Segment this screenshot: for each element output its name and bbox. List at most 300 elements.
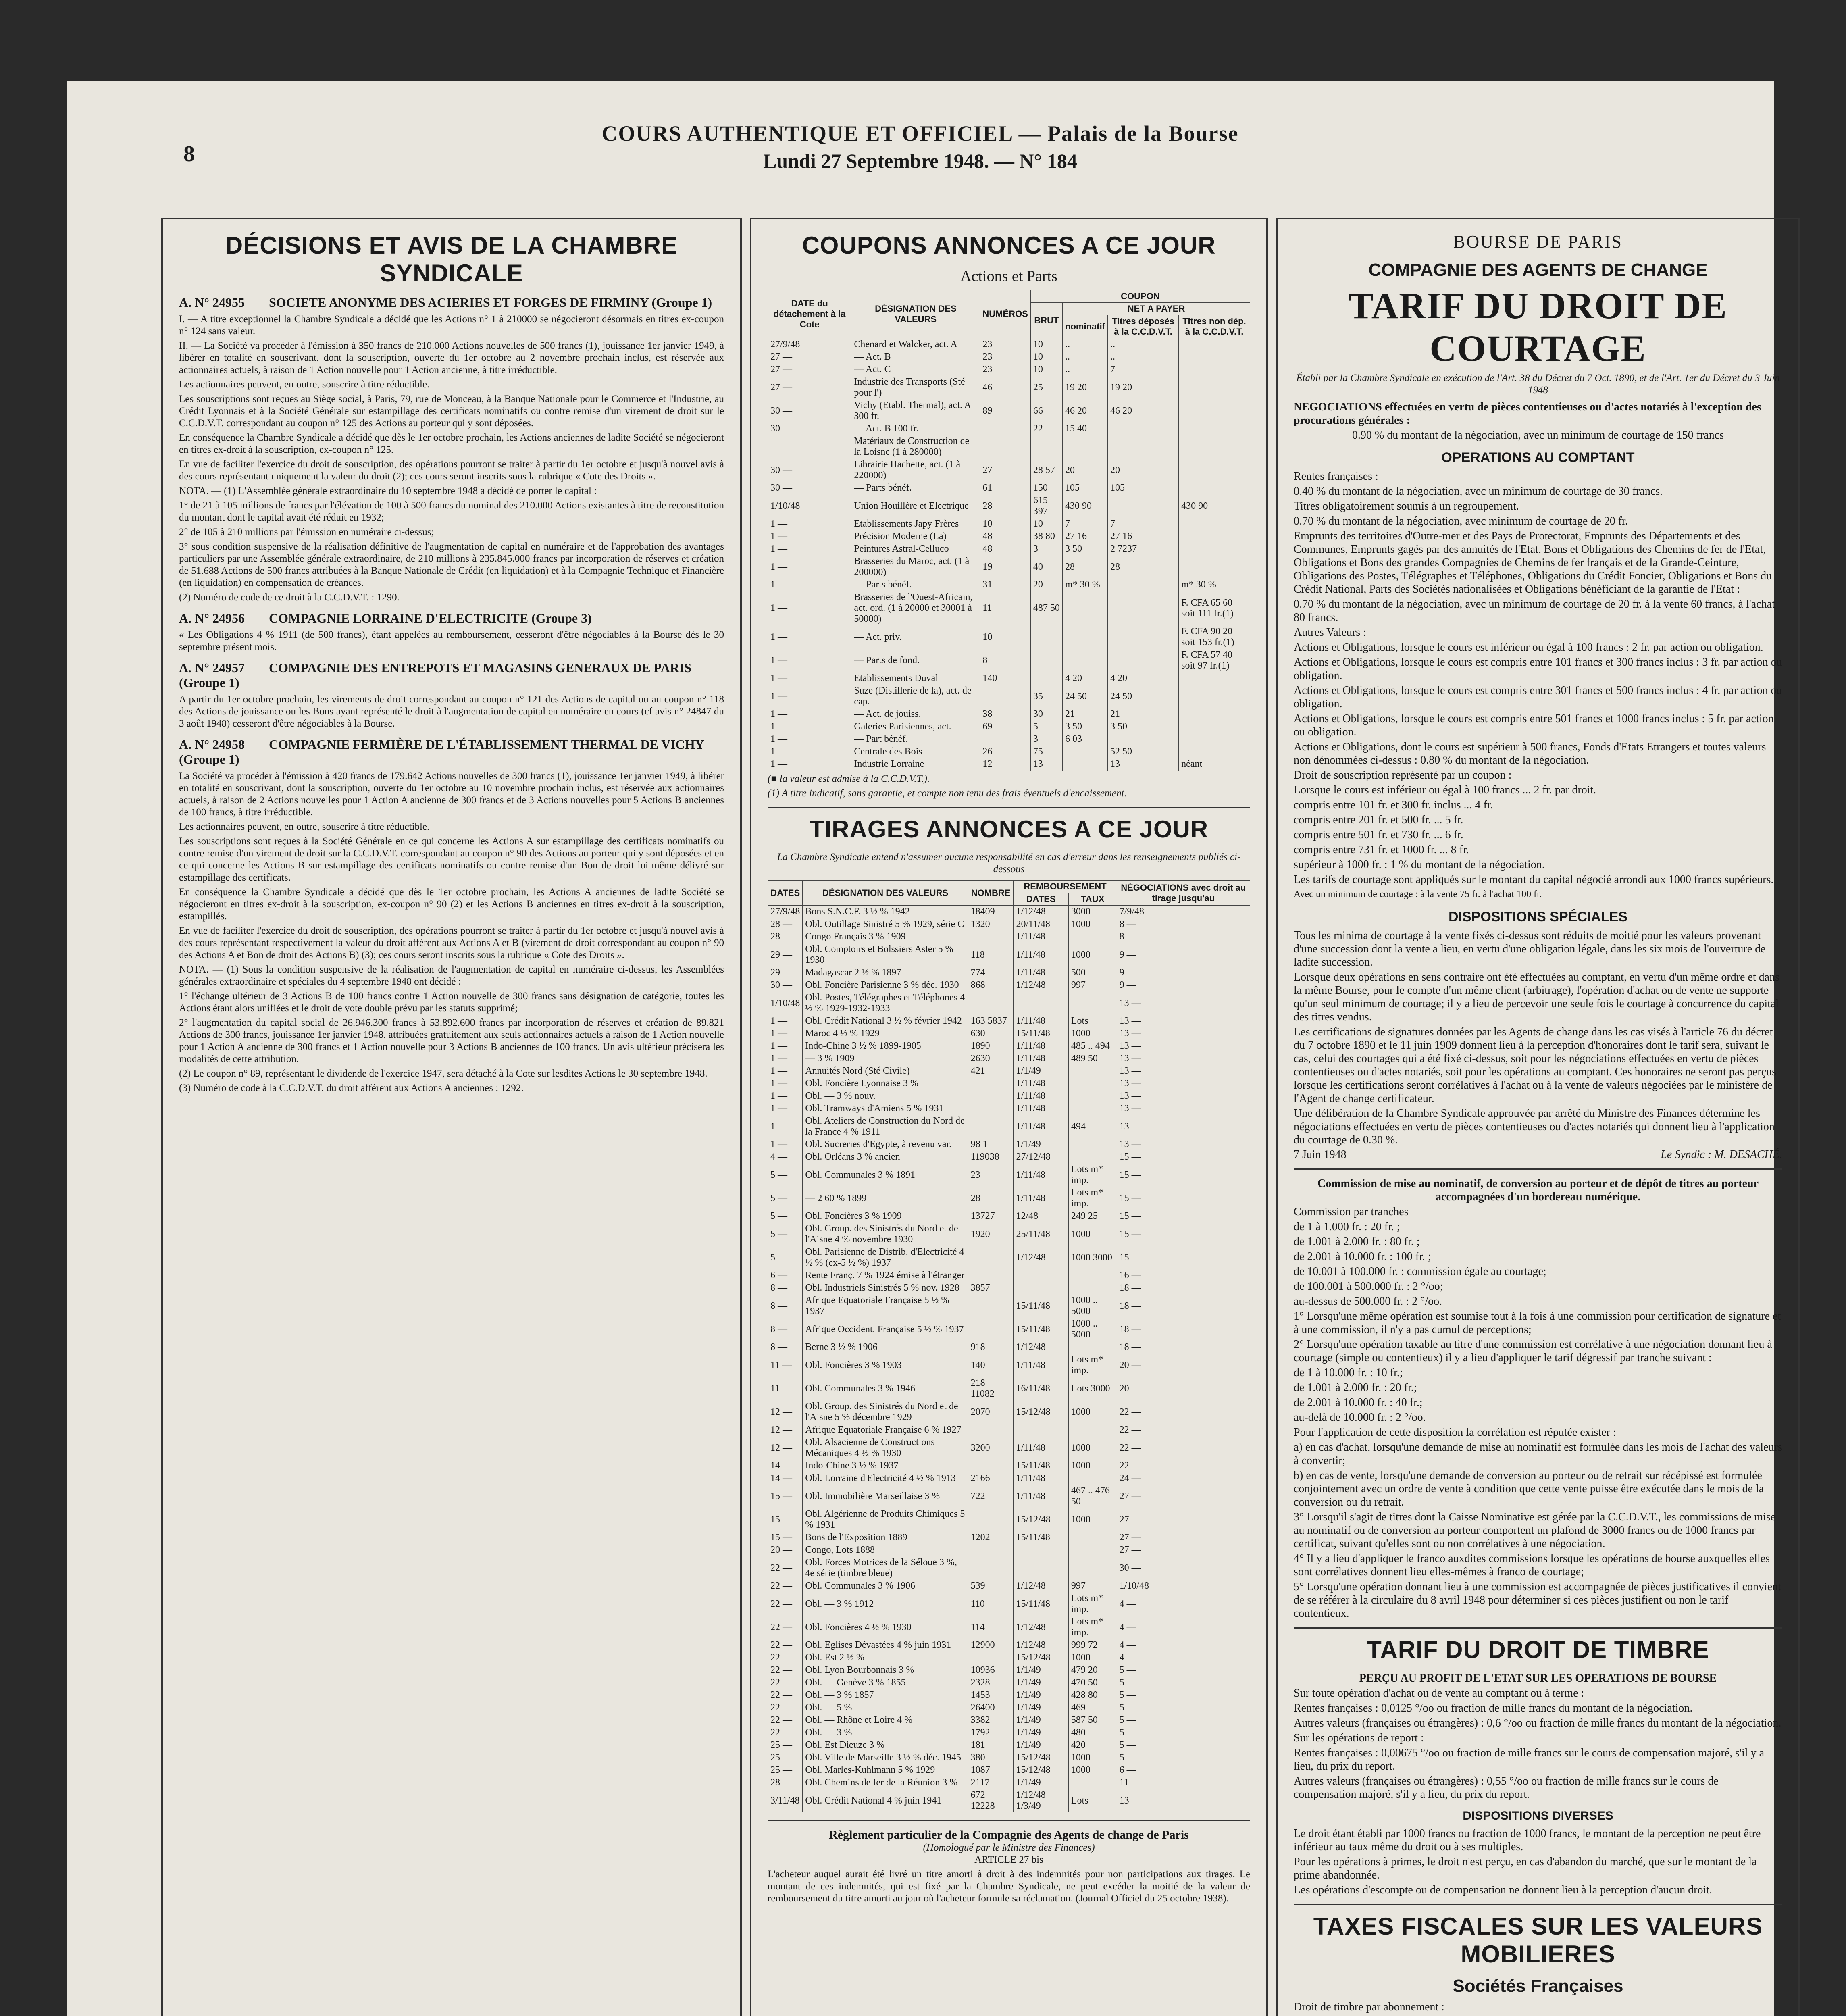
tirage-cell-t: 997 (1068, 979, 1117, 991)
coupon-row (768, 625, 1250, 649)
tirage-cell-ng: 13 — (1117, 1789, 1250, 1812)
tirage-cell-d: 1 — (768, 1015, 803, 1027)
th-t-remb: REMBOURSEMENT (1014, 881, 1117, 893)
tirage-cell-n: Obl. Foncières 4 ½ % 1930 (803, 1616, 968, 1639)
coupon-row (768, 458, 1250, 482)
tirage-cell-t (1068, 1544, 1117, 1556)
coupon-cell-name: Etablissements Japy Frères (851, 518, 980, 530)
timbre-line: Sur toute opération d'achat ou de vente au comptant ou à terme : (1294, 1687, 1584, 1699)
commission-label: Commission par tranches (1294, 1206, 1409, 1218)
tirage-cell-rd: 1/12/48 1/3/49 (1014, 1789, 1068, 1812)
notice-company: SOCIETE ANONYME DES ACIERIES ET FORGES DE FIRMINY (Groupe 1) (269, 295, 712, 310)
tirage-row (768, 1210, 1250, 1223)
notice-paragraph: 1° l'échange ultérieur de 3 Actions B de 100 francs contre 1 Action nouvelle de 300 francs sans désignation de catégorie, toutes les Actions étant alors unifiées et le droit de vote double prévu par les statuts supprimé; (179, 991, 724, 1014)
coupon-cell-nom: 3 50 (1063, 543, 1108, 555)
notice-paragraph: La Société va procéder à l'émission à 420 francs de 179.642 Actions nouvelles de 300 francs (1), jouissance 1er janvier 1949, à libérer en totalité en souscrivant, dont la souscription, ouverte du 1er octobre au 10 novembre prochain inclus, est réservée aux actionnaires actuels, à raison de 2 Actions nouvelles pour 1 Action A ancienne de 300 francs et de 3 Actions nouvelles pour 5 Actions B anciennes de 100 francs, à titre irréductible. (179, 771, 724, 818)
coupon-cell-nom (1063, 758, 1108, 771)
coupon-cell-dep: 2 7237 (1108, 543, 1179, 555)
tirage-cell-t: 485 .. 494 (1068, 1040, 1117, 1052)
coupon-cell-num (980, 733, 1030, 746)
notice-paragraph: NOTA. — (1) Sous la condition suspensive de la réalisation de l'augmentation de capital en numéraire ci-dessus, les Assemblées générales extraordinaire et spéciales du 4 septembre 1948 ont décidé : (179, 964, 724, 987)
coupon-cell-dep: 7 (1108, 363, 1179, 376)
tirage-cell-d: 12 — (768, 1436, 803, 1460)
tirage-cell-t: Lots (1068, 1015, 1117, 1027)
coupon-cell-brut (1030, 435, 1062, 458)
tirage-cell-ng: 5 — (1117, 1702, 1250, 1714)
coupon-cell-date: 1 — (768, 708, 851, 721)
coupon-cell-name: — Parts bénéf. (851, 482, 980, 494)
tirage-cell-nb: 3382 (968, 1714, 1014, 1727)
tirage-cell-t: 480 (1068, 1727, 1117, 1739)
tirage-row (768, 1436, 1250, 1460)
tirage-row (768, 1677, 1250, 1689)
tirage-cell-t (1068, 1472, 1117, 1485)
tirage-cell-n: Obl. — 3 % (803, 1727, 968, 1739)
tarif-courtage-title: TARIF DU DROIT DE COURTAGE (1349, 285, 1727, 369)
tirage-row (768, 931, 1250, 943)
coupon-cell-name: — Act. B (851, 351, 980, 363)
tirage-row (768, 1138, 1250, 1151)
tirage-cell-d: 28 — (768, 918, 803, 931)
tirage-cell-ng: 5 — (1117, 1727, 1250, 1739)
coupon-cell-num: 26 (980, 746, 1030, 758)
tirage-cell-nb: 722 (968, 1485, 1014, 1508)
coupon-cell-brut: 35 (1030, 685, 1062, 708)
tirage-cell-d: 1 — (768, 1138, 803, 1151)
tirage-cell-d: 15 — (768, 1485, 803, 1508)
coupon-row (768, 363, 1250, 376)
timbre-subtitle: PERÇU AU PROFIT DE L'ETAT SUR LES OPERATIONS DE BOURSE (1359, 1672, 1717, 1685)
coupon-cell-num (980, 685, 1030, 708)
commission-line: de 1 à 1.000 fr. : 20 fr. ; (1294, 1220, 1400, 1233)
coupon-cell-date: 1/10/48 (768, 494, 851, 518)
tirage-cell-n: Obl. — 3 % 1857 (803, 1689, 968, 1702)
tirage-cell-n: — 2 60 % 1899 (803, 1187, 968, 1210)
tirage-cell-d: 22 — (768, 1616, 803, 1639)
coupon-row (768, 649, 1250, 672)
tirage-cell-ng: 16 — (1117, 1269, 1250, 1282)
tirage-cell-n: Obl. Foncières 3 % 1903 (803, 1354, 968, 1377)
coupons-tirages-column (750, 218, 1268, 2016)
coupon-row (768, 376, 1250, 399)
tirage-row (768, 1764, 1250, 1776)
th-t-taux: TAUX (1068, 893, 1117, 906)
tirage-row (768, 1714, 1250, 1727)
tirage-cell-t: 1000 (1068, 1752, 1117, 1764)
tirage-cell-n: Obl. Group. des Sinistrés du Nord et de l'Aisne 5 % décembre 1929 (803, 1400, 968, 1424)
tirage-cell-ng: 8 — (1117, 918, 1250, 931)
tirage-cell-nb (968, 1115, 1014, 1138)
tirage-cell-t: Lots m* imp. (1068, 1616, 1117, 1639)
tirage-cell-ng: 6 — (1117, 1764, 1250, 1776)
tirage-cell-ng: 5 — (1117, 1677, 1250, 1689)
tirage-cell-rd: 1/11/48 (1014, 1077, 1068, 1090)
coupon-row (768, 721, 1250, 733)
coupon-cell-name: Etablissements Duval (851, 672, 980, 685)
coupon-cell-nondep (1179, 435, 1250, 458)
tirage-cell-d: 1 — (768, 1065, 803, 1077)
notice-paragraph: Les souscriptions sont reçues à la Société Générale en ce qui concerne les Actions A sur estampillage des certificats nominatifs ou contre remise d'un virement de droit sur la C.C.D.V.T. correspondant au coupon n° 90 des Actions au porteur qui y sont déposées et en ce qui concerne les Actions B sur estampillage des certificats nominatifs ou contre remise d'un Bon de droit lui-même délivré sur estampillage des certificats. (179, 836, 724, 883)
coupon-cell-name: — Act. de jouiss. (851, 708, 980, 721)
tirage-cell-rd: 1/11/48 (1014, 1485, 1068, 1508)
th-t-dates: DATES (768, 881, 803, 906)
tirage-cell-n: Bons de l'Exposition 1889 (803, 1531, 968, 1544)
coupon-cell-num: 23 (980, 351, 1030, 363)
tirage-cell-nb: 110 (968, 1592, 1014, 1616)
tirage-cell-nb: 2117 (968, 1776, 1014, 1789)
tirage-cell-t: Lots (1068, 1789, 1117, 1812)
coupon-cell-name: — Parts bénéf. (851, 579, 980, 591)
tirage-cell-t (1068, 1151, 1117, 1163)
coupon-cell-dep: 20 (1108, 458, 1179, 482)
tirage-cell-ng: 13 — (1117, 1065, 1250, 1077)
tirage-cell-d: 5 — (768, 1246, 803, 1269)
coupon-cell-name: Centrale des Bois (851, 746, 980, 758)
notice-number: A. N° 24956 (179, 611, 245, 625)
coupon-cell-nondep (1179, 685, 1250, 708)
tirage-cell-nb: 1202 (968, 1531, 1014, 1544)
tirage-row (768, 1424, 1250, 1436)
tirage-cell-nb (968, 1077, 1014, 1090)
coupon-cell-num: 23 (980, 338, 1030, 351)
coupon-cell-name: Brasseries du Maroc, act. (1 à 200000) (851, 555, 980, 579)
coupon-cell-nondep: 430 90 (1179, 494, 1250, 518)
coupon-cell-name: Précision Moderne (La) (851, 530, 980, 543)
coupon-cell-brut: 20 (1030, 579, 1062, 591)
coupon-cell-nom (1063, 435, 1108, 458)
tirage-cell-nb: 1792 (968, 1727, 1014, 1739)
coupon-row (768, 733, 1250, 746)
notice-paragraph: En vue de faciliter l'exercice du droit de souscription, des opérations pourront se traiter à partir du 1er octobre et jusqu'à nouvel avis à des cours représentant respectivement la valeur du droit afférent aux Actions A et B (virement de droit correspondant au coupon n° 90 des Actions A et Bon de droit des Actions B) (3); ces cours seront inscrits sous la rubrique « Cote des Droits ». (179, 925, 724, 960)
tirage-cell-ng: 9 — (1117, 966, 1250, 979)
tirage-cell-t: 1000 (1068, 1508, 1117, 1531)
tirage-cell-rd: 1/1/49 (1014, 1739, 1068, 1752)
tirage-cell-ng: 4 — (1117, 1652, 1250, 1664)
tirage-cell-d: 20 — (768, 1544, 803, 1556)
notice-paragraph: Les actionnaires peuvent, en outre, souscrire à titre réductible. (179, 821, 430, 832)
tirage-cell-n: Congo Français 3 % 1909 (803, 931, 968, 943)
notice-paragraph: 3° sous condition suspensive de la réalisation définitive de l'augmentation de capital en numéraire et de l'approbation des avantages particuliers par une Assemblée générale extraordinaire, de 210 millions à 235.845.000 francs par incorporation de réserves et création de 51.688 Actions de 500 francs attribuées à la Banque Nationale de Crédit (en liquidation) et à la Compagnie Technique et Financière (en liquidation) en compensation de créances. (179, 541, 724, 588)
coupon-cell-nom (1063, 649, 1108, 672)
commission-line: de 1.001 à 2.000 fr. : 80 fr. ; (1294, 1235, 1420, 1248)
coupon-cell-nom: 46 20 (1063, 399, 1108, 423)
tirage-cell-ng: 27 — (1117, 1485, 1250, 1508)
tirage-cell-rd: 1/11/48 (1014, 1102, 1068, 1115)
coupons-title: COUPONS ANNONCES A CE JOUR (802, 232, 1216, 259)
tirage-cell-d: 22 — (768, 1702, 803, 1714)
notice-paragraph: Les souscriptions sont reçues au Siège social, à Paris, 79, rue de Monceau, à la Banque Nationale pour le Commerce et l'Industrie, au Crédit Lyonnais et à la Société Générale sur estampillage des certificats nominatifs ou contre remise d'un virement de droit sur le C.C.D.V.T. correspondant au coupon n° 125 des Actions au porteur qui y sont déposées. (179, 394, 724, 429)
coupon-cell-nondep: F. CFA 90 20 soit 153 fr.(1) (1179, 625, 1250, 649)
coupon-cell-brut: 75 (1030, 746, 1062, 758)
tirage-cell-d: 5 — (768, 1223, 803, 1246)
coupon-cell-date: 1 — (768, 591, 851, 625)
th-t-rdates: DATES (1014, 893, 1068, 906)
tirage-cell-t: 1000 .. 5000 (1068, 1294, 1117, 1318)
tirage-cell-t (1068, 931, 1117, 943)
tirage-cell-n: Obl. Group. des Sinistrés du Nord et de l'Aisne 4 % novembre 1930 (803, 1223, 968, 1246)
coupon-row (768, 518, 1250, 530)
tirage-cell-d: 8 — (768, 1341, 803, 1354)
th-nominatif: nominatif (1063, 315, 1108, 338)
dispositions-line: Lorsque deux opérations en sens contraire ont été effectuées au comptant, en vertu d'un même ordre et dans la même Bourse, pour le compte d'un même client (arbitrage), l'opération d'achat ou de vente ne supporte qu'un seul minimum de courtage; il y a lieu de percevoir une seule fois le courtage à concurrence du capital des titres vendus. (1294, 971, 1779, 1023)
tirage-cell-rd: 15/11/48 (1014, 1318, 1068, 1341)
tirage-cell-rd: 1/11/48 (1014, 1472, 1068, 1485)
tirage-row (768, 1102, 1250, 1115)
tirage-cell-rd: 15/11/48 (1014, 1531, 1068, 1544)
notice-number: A. N° 24955 (179, 295, 245, 310)
tirage-cell-n: Obl. Orléans 3 % ancien (803, 1151, 968, 1163)
tirage-cell-nb: 1890 (968, 1040, 1014, 1052)
tirage-cell-n: Obl. Lorraine d'Electricité 4 ½ % 1913 (803, 1472, 968, 1485)
tirage-cell-rd: 1/11/48 (1014, 1115, 1068, 1138)
tirage-cell-ng: 27 — (1117, 1508, 1250, 1531)
comptant-line: 0.40 % du montant de la négociation, avec un minimum de courtage de 30 francs. (1294, 485, 1663, 498)
coupon-cell-nom: 7 (1063, 518, 1108, 530)
tirage-row (768, 906, 1250, 918)
coupon-cell-dep (1108, 423, 1179, 435)
tirage-cell-nb: 26400 (968, 1702, 1014, 1714)
comptant-title: OPERATIONS AU COMPTANT (1441, 450, 1635, 465)
tirage-cell-rd: 1/1/49 (1014, 1138, 1068, 1151)
tirage-cell-d: 5 — (768, 1187, 803, 1210)
tirage-cell-rd (1014, 1282, 1068, 1294)
bourse-title: BOURSE DE PARIS (1453, 232, 1623, 252)
tirage-cell-rd (1014, 1269, 1068, 1282)
tirage-cell-t (1068, 1065, 1117, 1077)
coupon-cell-brut: 66 (1030, 399, 1062, 423)
dispositions-div-line: Le droit étant établi par 1000 francs ou fraction de 1000 francs, le montant de la perception ne peut être inférieur au taux même du droit ou à ses multiples. (1294, 1827, 1761, 1853)
comptant-line: Lorsque le cours est inférieur ou égal à 100 francs ... 2 fr. par droit. (1294, 784, 1596, 796)
coupon-cell-name: Matériaux de Construction de la Loisne (1 à 280000) (851, 435, 980, 458)
tirage-cell-d: 22 — (768, 1556, 803, 1580)
coupon-cell-nondep (1179, 543, 1250, 555)
notice-company: COMPAGNIE LORRAINE D'ELECTRICITE (Groupe 3) (269, 611, 592, 625)
tirage-cell-n: Afrique Equatoriale Française 6 % 1927 (803, 1424, 968, 1436)
notice-paragraph: En conséquence la Chambre Syndicale a décidé que dès le 1er octobre prochain, les Actions anciennes de ladite Société se négocieront en titres ex-droit à la souscription, ex-coupon n° 125. (179, 432, 724, 455)
tirage-cell-t: 1000 (1068, 918, 1117, 931)
dispositions-line: Les certifications de signatures données par les Agents de change dans les cas visés à l'article 76 du décret du 7 octobre 1890 et le 11 juin 1909 donnent lieu à la perception d'honoraires dont le tarif sera, suivant le cas, celui des courtages qui a été fixé ci-dessus, soit pour les négociations effectuées en vertu de pièces contentieuses ou d'actes notariés, soit pour les opérations au comptant. Ces honoraires ne seront pas perçus lorsque les certifications seront corrélatives à l'achat ou à la vente de valeurs négociées par le ministère de l'Agent de change certificateur. (1294, 1026, 1777, 1105)
tirage-cell-d: 28 — (768, 1776, 803, 1789)
coupon-cell-date: 1 — (768, 746, 851, 758)
tirage-cell-t (1068, 1556, 1117, 1580)
coupon-cell-brut: 10 (1030, 363, 1062, 376)
tirage-cell-n: Obl. Industriels Sinistrés 5 % nov. 1928 (803, 1282, 968, 1294)
coupon-row (768, 399, 1250, 423)
coupon-cell-dep (1108, 435, 1179, 458)
tirage-cell-ng: 15 — (1117, 1246, 1250, 1269)
tirage-cell-nb (968, 1556, 1014, 1580)
tirage-cell-rd: 1/12/48 (1014, 1616, 1068, 1639)
coupon-row (768, 708, 1250, 721)
coupon-cell-nondep (1179, 351, 1250, 363)
tirage-cell-t: 1000 (1068, 1223, 1117, 1246)
tirage-cell-nb (968, 1652, 1014, 1664)
commission-note: de 2.001 à 10.000 fr. : 40 fr.; (1294, 1396, 1423, 1409)
tirage-cell-d: 12 — (768, 1400, 803, 1424)
tirage-cell-t: 1000 (1068, 1460, 1117, 1472)
coupon-cell-date: 30 — (768, 458, 851, 482)
tirage-row (768, 1151, 1250, 1163)
tirage-cell-d: 15 — (768, 1531, 803, 1544)
commission-line: de 10.001 à 100.000 fr. : commission égale au courtage; (1294, 1265, 1546, 1278)
coupon-cell-nom: .. (1063, 363, 1108, 376)
coupon-cell-brut: 40 (1030, 555, 1062, 579)
coupon-cell-nom (1063, 591, 1108, 625)
commission-note: de 1.001 à 2.000 fr. : 20 fr.; (1294, 1381, 1417, 1394)
notice-paragraph: « Les Obligations 4 % 1911 (de 500 francs), étant appelées au remboursement, cesseront d'être négociables à la Bourse dès le 30 septembre présent mois. (179, 629, 724, 652)
tirage-cell-ng: 4 — (1117, 1616, 1250, 1639)
tirage-row (768, 1354, 1250, 1377)
coupon-cell-nom: .. (1063, 351, 1108, 363)
tirage-cell-d: 12 — (768, 1424, 803, 1436)
notice-paragraph: (2) Le coupon n° 89, représentant le dividende de l'exercice 1947, sera détaché à la Cote sur lesdites Actions le 30 septembre 1948. (179, 1068, 708, 1079)
coupon-cell-num: 28 (980, 494, 1030, 518)
coupon-row (768, 494, 1250, 518)
tirage-cell-n: Obl. Algérienne de Produits Chimiques 5 % 1931 (803, 1508, 968, 1531)
tirage-cell-rd (1014, 1424, 1068, 1436)
tirage-cell-nb (968, 1269, 1014, 1282)
tirage-cell-nb: 140 (968, 1354, 1014, 1377)
comptant-line: Les tarifs de courtage sont appliqués sur le montant du capital négocié arrondi aux 1000 francs supérieurs. (1294, 873, 1774, 886)
notice-paragraph: II. — La Société va procéder à l'émission à 350 francs de 210.000 Actions nouvelles de 500 francs (1), jouissance 1er janvier 1949, à libérer en totalité en souscrivant, dont la souscription, ouverte du 1er octobre au 2 novembre prochain inclus, est réservée aux actionnaires actuels, à raison de 1 Action nouvelle pour 1 Action ancienne, à titre irréductible. (179, 340, 724, 375)
coupon-cell-nondep (1179, 423, 1250, 435)
commission-note: a) en cas d'achat, lorsqu'une demande de mise au nominatif est formulée dans les mois de l'achat des valeurs à convertir; (1294, 1441, 1782, 1467)
tirage-cell-n: Obl. Crédit National 3 ½ % février 1942 (803, 1015, 968, 1027)
dispositions-div-title: DISPOSITIONS DIVERSES (1463, 1809, 1613, 1822)
tirage-row (768, 1739, 1250, 1752)
notice-heading (179, 611, 724, 626)
tirage-cell-n: Obl. Communales 3 % 1946 (803, 1377, 968, 1400)
comptant-line: Actions et Obligations, dont le cours est supérieur à 500 francs, Fonds d'Etats Etrangers et toutes valeurs non dénommées ci-dessus : 0.80 % du montant de la négociation. (1294, 741, 1766, 766)
tirage-cell-t (1068, 1269, 1117, 1282)
page-number: 8 (183, 142, 195, 167)
tarifs-column (1276, 218, 1800, 2016)
tirage-cell-t: 1000 (1068, 1027, 1117, 1040)
commission-note: 2° Lorsqu'une opération taxable au titre d'une commission est corrélative à une négociation donnant lieu à courtage (simple ou contentieux) il y a lieu d'appliquer le tarif dégressif par tranche suivant : (1294, 1338, 1772, 1364)
th-t-designation: DÉSIGNATION DES VALEURS (803, 881, 968, 906)
tirage-cell-rd: 15/11/48 (1014, 1027, 1068, 1040)
tirage-cell-nb: 28 (968, 1187, 1014, 1210)
coupon-cell-nondep (1179, 376, 1250, 399)
tirage-cell-ng: 22 — (1117, 1424, 1250, 1436)
coupon-cell-num: 31 (980, 579, 1030, 591)
coupon-cell-dep: 7 (1108, 518, 1179, 530)
tirage-cell-rd: 1/1/49 (1014, 1689, 1068, 1702)
tirage-cell-nb (968, 1318, 1014, 1341)
tirage-cell-t: 500 (1068, 966, 1117, 979)
tirage-cell-rd: 1/1/49 (1014, 1702, 1068, 1714)
coupon-cell-name: — Act. C (851, 363, 980, 376)
coupon-cell-brut: 5 (1030, 721, 1062, 733)
tirage-cell-ng: 22 — (1117, 1460, 1250, 1472)
coupon-row (768, 579, 1250, 591)
tirage-cell-d: 1 — (768, 1052, 803, 1065)
coupon-row (768, 338, 1250, 351)
timbre-title: TARIF DU DROIT DE TIMBRE (1367, 1636, 1709, 1663)
coupon-cell-dep: 4 20 (1108, 672, 1179, 685)
coupon-cell-nom: 4 20 (1063, 672, 1108, 685)
tirage-cell-rd: 15/11/48 (1014, 1460, 1068, 1472)
tirage-row (768, 1776, 1250, 1789)
tirage-cell-rd: 1/1/49 (1014, 1776, 1068, 1789)
tirage-cell-t (1068, 1341, 1117, 1354)
tirage-cell-n: Obl. — 3 % 1912 (803, 1592, 968, 1616)
masthead-line-1: COURS AUTHENTIQUE ET OFFICIEL — Palais de la Bourse (601, 121, 1239, 146)
tirage-cell-rd: 1/11/48 (1014, 1052, 1068, 1065)
tirage-cell-t: 467 .. 476 50 (1068, 1485, 1117, 1508)
comptant-line: compris entre 201 fr. et 500 fr. ... 5 fr. (1294, 814, 1463, 826)
coupon-row (768, 543, 1250, 555)
tirages-subtitle: La Chambre Syndicale entend n'assumer aucune responsabilité en cas d'erreur dans les renseignements publiés ci-dessous (777, 852, 1241, 875)
coupon-cell-num: 27 (980, 458, 1030, 482)
tirage-row (768, 1789, 1250, 1812)
tirage-cell-n: Obl. Marles-Kuhlmann 5 % 1929 (803, 1764, 968, 1776)
tirage-cell-t: 1000 (1068, 943, 1117, 966)
tirage-cell-n: Obl. Foncières 3 % 1909 (803, 1210, 968, 1223)
tirage-cell-ng: 20 — (1117, 1377, 1250, 1400)
tirage-cell-ng: 15 — (1117, 1187, 1250, 1210)
tirage-cell-nb: 18409 (968, 906, 1014, 918)
coupon-row (768, 351, 1250, 363)
th-date: DATE du détachement à la Cote (768, 290, 851, 338)
tirage-row (768, 1616, 1250, 1639)
tirage-cell-d: 1 — (768, 1040, 803, 1052)
tirage-cell-rd: 15/11/48 (1014, 1592, 1068, 1616)
tirage-cell-ng: 13 — (1117, 1052, 1250, 1065)
tirage-cell-t: 3000 (1068, 906, 1117, 918)
coupon-row (768, 482, 1250, 494)
coupon-cell-nondep: m* 30 % (1179, 579, 1250, 591)
coupon-cell-date: 27 — (768, 363, 851, 376)
coupon-cell-nom: 27 16 (1063, 530, 1108, 543)
coupon-row (768, 423, 1250, 435)
tirage-cell-d: 1 — (768, 1115, 803, 1138)
tirage-row (768, 991, 1250, 1015)
coupon-cell-brut: 25 (1030, 376, 1062, 399)
tirage-cell-nb (968, 1090, 1014, 1102)
tirage-cell-t: 999 72 (1068, 1639, 1117, 1652)
tirage-cell-rd: 1/1/49 (1014, 1677, 1068, 1689)
date-line: 7 Juin 1948 (1294, 1148, 1347, 1161)
tirage-cell-nb: 163 5837 (968, 1015, 1014, 1027)
coupon-cell-brut: 10 (1030, 338, 1062, 351)
comptant-line: 0.70 % du montant de la négociation, avec un minimum de courtage de 20 fr. à la vente 60 francs, à l'achat 80 francs. (1294, 598, 1775, 624)
dispositions-div-line: Pour les opérations à primes, le droit n'est perçu, en cas d'abandon du marché, que sur le montant de la prime abandonnée. (1294, 1856, 1757, 1881)
coupon-cell-nom: 19 20 (1063, 376, 1108, 399)
comptant-line: Emprunts des territoires d'Outre-mer et des Pays de Protectorat, Emprunts des Départements et des Communes, Emprunts gagés par des annuités de l'Etat, Bons et Obligations des Chemins de fer de l'Etat, Obligations et Bons des grandes Compagnies de Chemins de fer français et de la Grande-Ceinture, Obligations des Postes, Télégraphes et Téléphones, Obligations du Crédit Foncier, Obligations et Bons du Crédit National, Parts des Sociétés nationalisées et Obligations bénéficiant de la garantie de l'Etat : (1294, 530, 1772, 596)
coupon-cell-brut (1030, 625, 1062, 649)
tirage-cell-nb: 114 (968, 1616, 1014, 1639)
tirage-row (768, 1077, 1250, 1090)
tirage-cell-d: 5 — (768, 1163, 803, 1187)
notice-company: COMPAGNIE FERMIÈRE DE L'ÉTABLISSEMENT THERMAL DE VICHY (Groupe 1) (179, 737, 704, 766)
tirage-cell-t: Lots m* imp. (1068, 1163, 1117, 1187)
tirage-cell-nb: 13727 (968, 1210, 1014, 1223)
coupon-cell-num (980, 423, 1030, 435)
coupon-cell-num: 10 (980, 518, 1030, 530)
tirage-cell-ng: 4 — (1117, 1639, 1250, 1652)
tirage-cell-rd (1014, 991, 1068, 1015)
tirage-cell-nb: 3857 (968, 1282, 1014, 1294)
tirage-cell-ng: 13 — (1117, 1115, 1250, 1138)
tirage-cell-n: Obl. Ateliers de Construction du Nord de la France 4 % 1911 (803, 1115, 968, 1138)
tirage-cell-t (1068, 1531, 1117, 1544)
coupon-cell-dep (1108, 579, 1179, 591)
tirage-cell-rd: 1/1/49 (1014, 1727, 1068, 1739)
reglement-title: Règlement particulier de la Compagnie des Agents de change de Paris (829, 1828, 1189, 1841)
coupon-cell-num: 61 (980, 482, 1030, 494)
coupon-cell-dep (1108, 591, 1179, 625)
